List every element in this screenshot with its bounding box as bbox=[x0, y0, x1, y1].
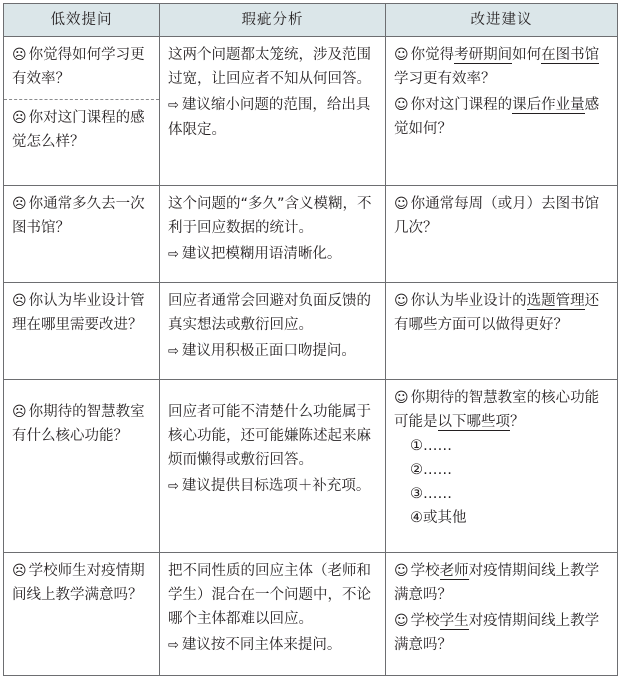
question-cell bbox=[4, 186, 160, 283]
suggestion-cell bbox=[386, 37, 618, 186]
question-cell bbox=[4, 283, 160, 380]
header-flaw-analysis: 瑕疵分析 bbox=[160, 4, 386, 37]
question-cell bbox=[4, 553, 160, 676]
header-low-efficiency: 低效提问 bbox=[4, 4, 160, 37]
suggestion-item: ☺ 学校老师对疫情期间线上教学满意吗？ bbox=[394, 563, 600, 603]
question-item: ☹ 你期待的智慧教室有什么核心功能？ bbox=[12, 404, 145, 444]
arrow-right-icon: ⇨ bbox=[168, 98, 179, 113]
question-item: ☹ 你认为毕业设计管理在哪里需要改进？ bbox=[12, 293, 145, 333]
sad-face-icon: ☹ bbox=[12, 196, 27, 212]
analysis-cell bbox=[160, 553, 386, 676]
table-row bbox=[4, 186, 618, 283]
option-item: ①…… bbox=[410, 438, 452, 454]
table-row bbox=[4, 283, 618, 380]
tip-line: ⇨ 建议提供目标选项＋补充项。 bbox=[168, 478, 371, 494]
question-item: ☹ 你对这门课程的感觉怎么样？ bbox=[4, 99, 159, 154]
analysis-text: 回应者通常会回避对负面反馈的真实想法或敷衍回应。 bbox=[168, 293, 371, 333]
analysis-cell bbox=[160, 283, 386, 380]
analysis-text: 这个问题的“多久”含义模糊，不利于回应数据的统计。 bbox=[168, 196, 372, 236]
suggestion-item: ☺ 学校学生对疫情期间线上教学满意吗？ bbox=[394, 613, 600, 653]
question-design-table bbox=[3, 3, 618, 676]
tip-line: ⇨ 建议缩小问题的范围，给出具体限定。 bbox=[168, 97, 371, 138]
smile-face-icon: ☺ bbox=[394, 196, 409, 212]
smile-face-icon: ☺ bbox=[394, 293, 409, 309]
analysis-text: 把不同性质的回应主体（老师和学生）混合在一个问题中，不论哪个主体都难以回应。 bbox=[168, 563, 371, 627]
smile-face-icon: ☺ bbox=[394, 97, 409, 113]
suggestion-cell bbox=[386, 380, 618, 553]
analysis-text: 回应者可能不清楚什么功能属于核心功能，还可能嫌陈述起来麻烦而懒得或敷衍回答。 bbox=[168, 404, 371, 468]
suggestion-item: ☺ 你通常每周（或月）去图书馆几次？ bbox=[394, 196, 600, 236]
header-improvement: 改进建议 bbox=[386, 4, 618, 37]
question-item: ☹ 你觉得如何学习更有效率？ bbox=[12, 47, 145, 87]
table-row bbox=[4, 553, 618, 676]
suggestion-item: ☺ 你觉得考研期间如何在图书馆学习更有效率？ bbox=[394, 47, 600, 87]
analysis-text: 这两个问题都太笼统，涉及范围过宽，让回应者不知从何回答。 bbox=[168, 47, 371, 87]
suggestion-cell bbox=[386, 553, 618, 676]
smile-face-icon: ☺ bbox=[394, 563, 409, 579]
analysis-cell bbox=[160, 37, 386, 186]
suggestion-item: ☺ 你认为毕业设计的选题管理还有哪些方面可以做得更好？ bbox=[394, 293, 600, 333]
sad-face-icon: ☹ bbox=[12, 47, 27, 63]
option-item: ④或其他 bbox=[410, 510, 467, 526]
option-item: ②…… bbox=[410, 462, 452, 478]
sad-face-icon: ☹ bbox=[12, 293, 27, 309]
sad-face-icon: ☹ bbox=[12, 563, 27, 579]
suggestion-cell bbox=[386, 186, 618, 283]
smile-face-icon: ☺ bbox=[394, 390, 409, 406]
arrow-right-icon: ⇨ bbox=[168, 638, 179, 653]
option-item: ③…… bbox=[410, 486, 452, 502]
tip-line: ⇨ 建议用积极正面口吻提问。 bbox=[168, 343, 356, 359]
header-row bbox=[4, 4, 618, 37]
tip-line: ⇨ 建议把模糊用语清晰化。 bbox=[168, 246, 342, 262]
suggestion-item: ☺ 你期待的智慧教室的核心功能可能是以下哪些项？ bbox=[394, 390, 600, 430]
arrow-right-icon: ⇨ bbox=[168, 344, 179, 359]
question-item: ☹ 学校师生对疫情期间线上教学满意吗？ bbox=[12, 563, 145, 603]
analysis-cell bbox=[160, 380, 386, 553]
tip-line: ⇨ 建议按不同主体来提问。 bbox=[168, 637, 342, 653]
question-cell bbox=[4, 380, 160, 553]
suggestion-item: ☺ 你对这门课程的课后作业量感觉如何？ bbox=[394, 97, 600, 137]
sad-face-icon: ☹ bbox=[12, 110, 27, 126]
sad-face-icon: ☹ bbox=[12, 404, 27, 420]
table-row bbox=[4, 37, 618, 186]
analysis-cell bbox=[160, 186, 386, 283]
question-item: ☹ 你通常多久去一次图书馆？ bbox=[12, 196, 145, 236]
question-cell bbox=[4, 37, 160, 186]
smile-face-icon: ☺ bbox=[394, 47, 409, 63]
table-row bbox=[4, 380, 618, 553]
arrow-right-icon: ⇨ bbox=[168, 479, 179, 494]
suggestion-cell bbox=[386, 283, 618, 380]
smile-face-icon: ☺ bbox=[394, 613, 409, 629]
arrow-right-icon: ⇨ bbox=[168, 247, 179, 262]
